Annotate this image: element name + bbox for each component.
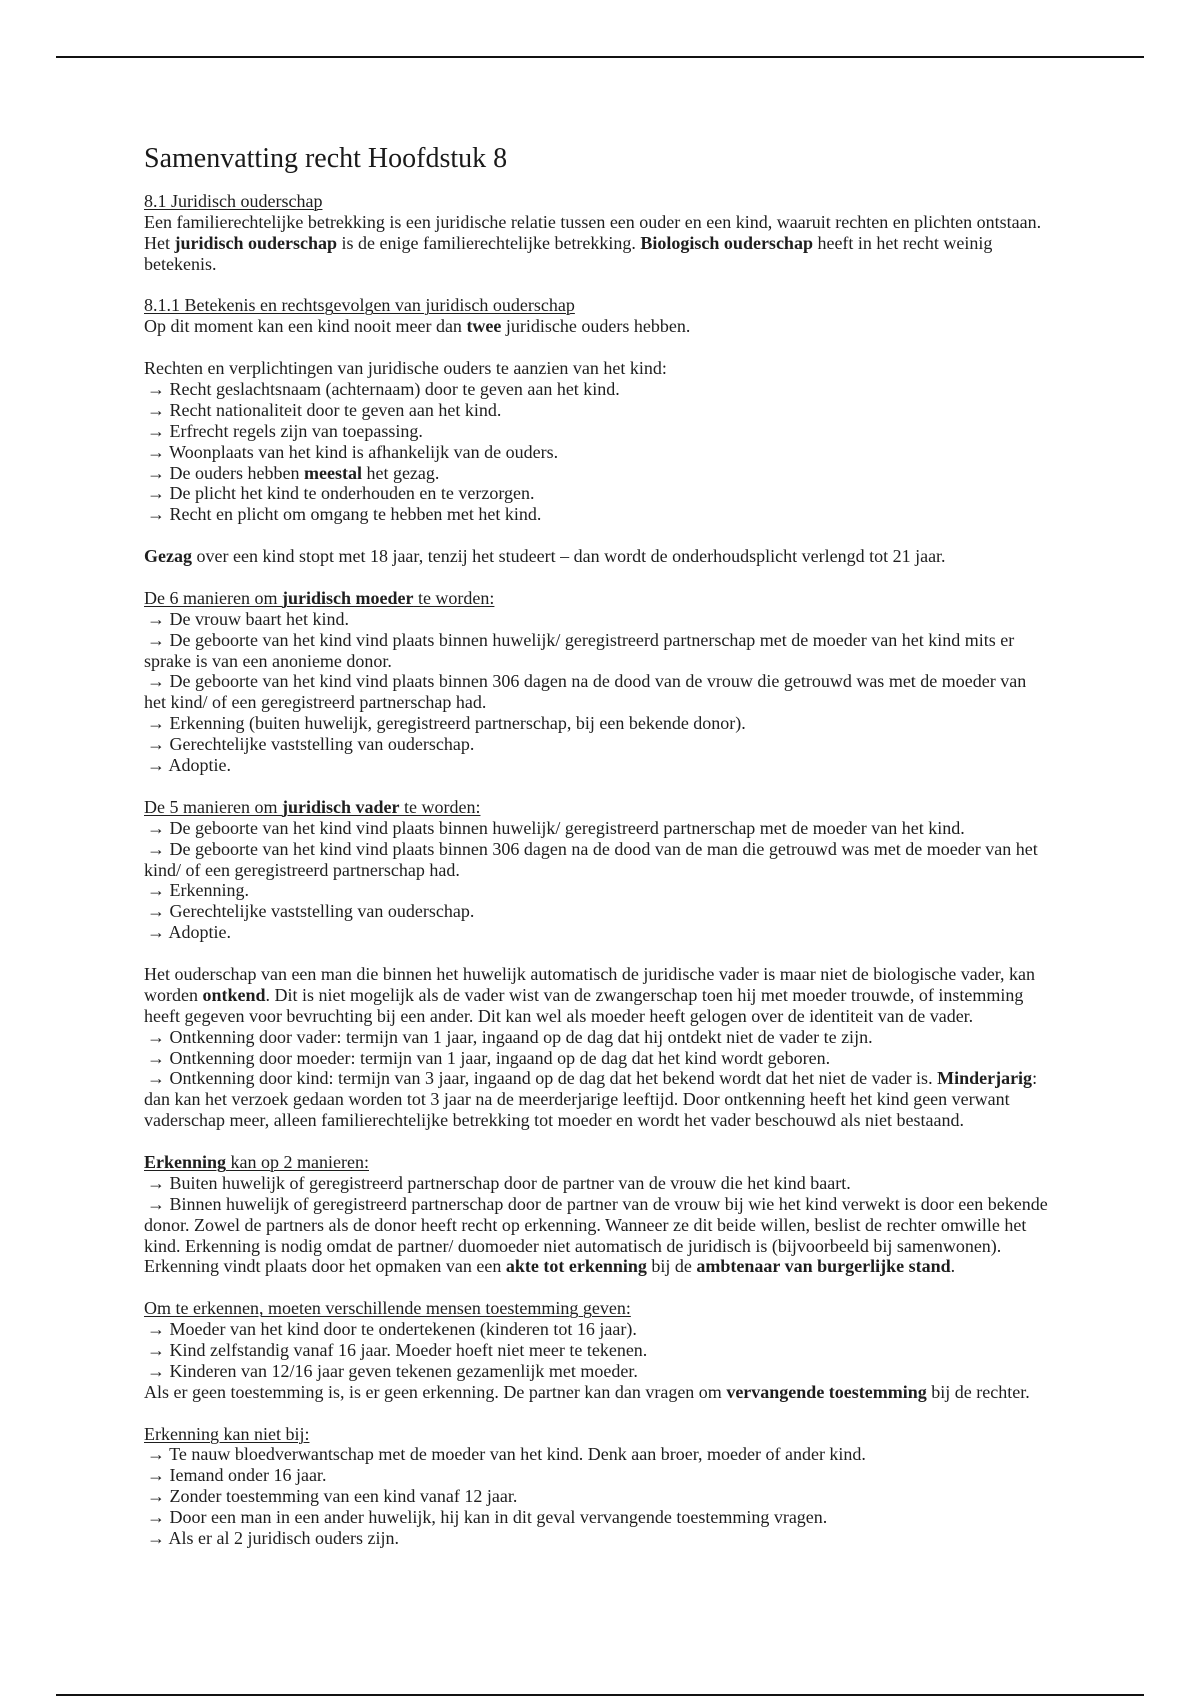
text-line (144, 546, 1144, 567)
text-segment: Moeder van het kind door te ondertekenen (kinderen tot 16 jaar). (165, 1319, 637, 1340)
text-segment: heeft gegeven voor bevruchting bij een ander. Dit kan wel als moeder heeft gelogen over de identiteit van de vader. (144, 1005, 974, 1026)
text-line (144, 839, 1144, 860)
text-line (144, 609, 1144, 630)
text-segment: De geboorte van het kind vind plaats binnen 306 dagen na de dood van de vrouw die getrouwd was met de moeder van (165, 671, 1027, 692)
text-line (144, 1068, 1144, 1089)
arrow-bullet-icon: → (147, 1360, 165, 1381)
section-heading (144, 797, 1144, 818)
text-line (144, 755, 1144, 776)
arrow-bullet-icon: → (147, 1528, 165, 1548)
arrow-bullet-icon: → (147, 1193, 165, 1214)
text-line (144, 400, 1144, 421)
text-segment: kind/ of een geregistreerd partnerschap had. (144, 859, 460, 880)
section-heading-text: Om te erkennen, moeten verschillende mensen toestemming geven: (144, 1298, 631, 1319)
text-line (144, 692, 1144, 713)
text-segment: het kind/ of een geregistreerd partnerschap had. (144, 692, 487, 713)
text-line (144, 421, 1144, 442)
text-line (144, 233, 1144, 254)
section-heading-text: 8.1.1 Betekenis en rechtsgevolgen van juridisch ouderschap (144, 295, 575, 316)
text-segment: Buiten huwelijk of geregistreerd partnerschap door de partner van de vrouw die het kind baart. (165, 1172, 851, 1193)
text-line (144, 1215, 1144, 1236)
document-title: Samenvatting recht Hoofdstuk 8 (144, 143, 508, 174)
text-segment: . (950, 1256, 956, 1277)
text-segment: worden (144, 984, 203, 1005)
text-segment: . Dit is niet mogelijk als de vader wist van de zwangerschap toen hij met moeder trouwde, of instemming (265, 984, 1024, 1005)
text-segment: De geboorte van het kind vind plaats binnen huwelijk/ geregistreerd partnerschap met de moeder van het kind mits er (165, 629, 1015, 650)
text-segment: betekenis. (144, 253, 217, 274)
bold-term: ontkend (202, 984, 266, 1005)
arrow-bullet-icon: → (147, 629, 165, 650)
text-line (144, 901, 1144, 922)
text-segment: Als er al 2 juridisch ouders zijn. (165, 1528, 399, 1548)
text-line (144, 442, 1144, 463)
text-segment: bij de (646, 1256, 697, 1277)
section-heading-text: te worden: (399, 796, 481, 817)
text-line (144, 1027, 1144, 1048)
text-line (144, 463, 1144, 484)
blank-line (144, 567, 1144, 588)
text-segment: Recht geslachtsnaam (achternaam) door te geven aan het kind. (165, 379, 620, 400)
bold-term: juridisch ouderschap (174, 232, 338, 253)
text-segment: Erfrecht regels zijn van toepassing. (165, 420, 423, 441)
text-segment: Erkenning vindt plaats door het opmaken van een (144, 1256, 506, 1277)
section-heading (144, 191, 1144, 212)
bold-term: twee (466, 316, 502, 337)
section-heading (144, 295, 1144, 316)
text-segment: Als er geen toestemming is, is er geen erkenning. De partner kan dan vragen om (144, 1381, 727, 1402)
section-heading-text: De 6 manieren om (144, 587, 282, 608)
arrow-bullet-icon: → (147, 504, 165, 525)
arrow-bullet-icon: → (147, 671, 165, 692)
text-line (144, 1048, 1144, 1069)
section-heading-text: Erkenning (144, 1151, 227, 1172)
arrow-bullet-icon: → (147, 713, 165, 734)
text-segment: sprake is van een anonieme donor. (144, 650, 392, 671)
arrow-bullet-icon: → (147, 817, 165, 838)
text-line (144, 1236, 1144, 1257)
arrow-bullet-icon: → (147, 399, 165, 420)
blank-line (144, 776, 1144, 797)
bottom-rule (56, 1694, 1144, 1696)
text-line (144, 880, 1144, 901)
text-line (144, 504, 1144, 525)
bold-term: Biologisch ouderschap (640, 232, 813, 253)
bold-term: Gezag (144, 546, 192, 567)
arrow-bullet-icon: → (147, 1486, 165, 1507)
arrow-bullet-icon: → (147, 1339, 165, 1360)
bold-term: ambtenaar van burgerlijke stand (696, 1256, 951, 1277)
text-segment: Recht en plicht om omgang te hebben met het kind. (165, 504, 542, 525)
text-segment: is de enige familierechtelijke betrekking. (337, 232, 641, 253)
text-segment: : (1032, 1068, 1038, 1089)
text-segment: Woonplaats van het kind is afhankelijk van de ouders. (165, 441, 559, 462)
blank-line (144, 275, 1144, 296)
text-line (144, 964, 1144, 985)
arrow-bullet-icon: → (147, 1172, 165, 1193)
text-segment: De geboorte van het kind vind plaats binnen 306 dagen na de dood van de man die getrouwd was met de moeder van het (165, 838, 1038, 859)
arrow-bullet-icon: → (147, 1319, 165, 1340)
text-segment: Rechten en verplichtingen van juridische ouders te aanzien van het kind: (144, 358, 667, 379)
arrow-bullet-icon: → (147, 379, 165, 400)
arrow-bullet-icon: → (147, 608, 165, 629)
text-segment: Gerechtelijke vaststelling van ouderschap. (165, 734, 475, 755)
arrow-bullet-icon: → (147, 1444, 165, 1465)
text-line (144, 1444, 1144, 1465)
text-segment: het gezag. (361, 462, 440, 483)
text-line (144, 860, 1144, 881)
bold-term: Minderjarig (937, 1068, 1033, 1089)
blank-line (144, 337, 1144, 358)
text-line (144, 1006, 1144, 1027)
text-segment: De vrouw baart het kind. (165, 608, 349, 629)
text-segment: Erkenning (buiten huwelijk, geregistreerd partnerschap, bij een bekende donor). (165, 713, 746, 734)
text-segment: Iemand onder 16 jaar. (165, 1465, 327, 1486)
text-line (144, 713, 1144, 734)
text-segment: heeft in het recht weinig (812, 232, 993, 253)
text-segment: Erkenning. (165, 880, 249, 901)
text-segment: bij de rechter. (926, 1381, 1030, 1402)
section-heading (144, 1298, 1144, 1319)
section-heading-text: juridisch vader (281, 796, 400, 817)
arrow-bullet-icon: → (147, 1068, 165, 1089)
text-segment: De geboorte van het kind vind plaats binnen huwelijk/ geregistreerd partnerschap met de moeder van het kind. (165, 817, 965, 838)
arrow-bullet-icon: → (147, 880, 165, 901)
document-body (144, 191, 1144, 1549)
text-line (144, 1110, 1144, 1131)
arrow-bullet-icon: → (147, 441, 165, 462)
section-heading-text: Erkenning kan niet bij: (144, 1423, 310, 1444)
text-line (144, 1340, 1144, 1361)
arrow-bullet-icon: → (147, 1465, 165, 1486)
arrow-bullet-icon: → (147, 922, 165, 943)
text-segment: Ontkenning door vader: termijn van 1 jaar, ingaand op de dag dat hij ontdekt niet de vader te zijn. (165, 1026, 873, 1047)
text-segment: Ontkenning door moeder: termijn van 1 jaar, ingaand op de dag dat het kind wordt geboren. (165, 1047, 831, 1068)
arrow-bullet-icon: → (147, 901, 165, 922)
text-line (144, 316, 1144, 337)
arrow-bullet-icon: → (147, 755, 165, 776)
text-segment: Het (144, 232, 175, 253)
text-segment: over een kind stopt met 18 jaar, tenzij het studeert – dan wordt de onderhoudsplicht verlengd tot 21 jaar. (191, 546, 946, 567)
text-line (144, 734, 1144, 755)
text-segment: Gerechtelijke vaststelling van ouderschap. (165, 901, 475, 922)
text-segment: kind. Erkenning is nodig omdat de partner/ duomoeder niet automatisch de juridisch is (bijvoorbeeld bij samenwonen). (144, 1235, 1002, 1256)
section-heading-text: De 5 manieren om (144, 796, 282, 817)
text-segment: De plicht het kind te onderhouden en te verzorgen. (165, 483, 535, 504)
section-heading-text: 8.1 Juridisch ouderschap (144, 191, 323, 211)
text-line (144, 818, 1144, 839)
text-segment: Recht nationaliteit door te geven aan het kind. (165, 399, 502, 420)
section-heading (144, 1424, 1144, 1445)
bold-term: akte tot erkenning (505, 1256, 647, 1277)
text-segment: Een familierechtelijke betrekking is een juridische relatie tussen een ouder en een kind, waaruit rechten en plichten ontstaan. (144, 211, 1042, 232)
text-line (144, 1173, 1144, 1194)
text-line (144, 483, 1144, 504)
section-heading-text: juridisch moeder (281, 587, 414, 608)
text-line (144, 254, 1144, 275)
arrow-bullet-icon: → (147, 1047, 165, 1068)
text-segment: Kind zelfstandig vanaf 16 jaar. Moeder hoeft niet meer te tekenen. (165, 1339, 648, 1360)
arrow-bullet-icon: → (147, 462, 165, 483)
text-line (144, 651, 1144, 672)
text-segment: donor. Zowel de partners als de donor heeft recht op erkenning. Wanneer ze dit beide willen, beslist de rechter omwille het (144, 1214, 1027, 1235)
text-segment: dan kan het verzoek gedaan worden tot 3 jaar na de meerderjarige leeftijd. Door ontkenning heeft het kind geen verwant (144, 1089, 1010, 1110)
text-segment: Zonder toestemming van een kind vanaf 12 jaar. (165, 1486, 518, 1507)
arrow-bullet-icon: → (147, 734, 165, 755)
text-line (144, 1319, 1144, 1340)
text-segment: Te nauw bloedverwantschap met de moeder van het kind. Denk aan broer, moeder of ander kind. (165, 1444, 866, 1465)
text-line (144, 1465, 1144, 1486)
text-line (144, 630, 1144, 651)
text-segment: Adoptie. (165, 755, 231, 776)
text-segment: Adoptie. (165, 922, 231, 943)
section-heading (144, 1152, 1144, 1173)
section-heading-text: te worden: (413, 587, 495, 608)
arrow-bullet-icon: → (147, 483, 165, 504)
text-segment: Binnen huwelijk of geregistreerd partnerschap door de partner van de vrouw bij wie het kind verwekt is door een bekende (165, 1193, 1048, 1214)
text-line (144, 1361, 1144, 1382)
bold-term: vervangende toestemming (726, 1381, 927, 1402)
arrow-bullet-icon: → (147, 838, 165, 859)
text-line (144, 1194, 1144, 1215)
text-line (144, 671, 1144, 692)
text-segment: Kinderen van 12/16 jaar geven tekenen gezamenlijk met moeder. (165, 1360, 638, 1381)
text-line (144, 1382, 1144, 1403)
arrow-bullet-icon: → (147, 420, 165, 441)
text-line (144, 1256, 1144, 1277)
text-line (144, 1528, 1144, 1549)
blank-line (144, 1277, 1144, 1298)
text-segment: vaderschap meer, alleen familierechtelijke betrekking tot moeder en wordt het vader beschouwd als niet bestaand. (144, 1110, 964, 1131)
text-line (144, 985, 1144, 1006)
text-line (144, 1089, 1144, 1110)
text-segment: Op dit moment kan een kind nooit meer dan (144, 316, 467, 337)
text-line (144, 379, 1144, 400)
blank-line (144, 943, 1144, 964)
text-segment: Door een man in een ander huwelijk, hij kan in dit geval vervangende toestemming vragen. (165, 1507, 828, 1528)
blank-line (144, 1131, 1144, 1152)
text-line (144, 358, 1144, 379)
text-segment: juridische ouders hebben. (501, 316, 691, 337)
blank-line (144, 1403, 1144, 1424)
section-heading (144, 588, 1144, 609)
text-segment: Het ouderschap van een man die binnen het huwelijk automatisch de juridische vader is maar niet de biologische vader, kan (144, 963, 1035, 984)
text-line (144, 922, 1144, 943)
text-line (144, 212, 1144, 233)
top-rule (56, 56, 1144, 58)
section-heading-text: kan op 2 manieren: (226, 1151, 369, 1172)
text-segment: De ouders hebben (165, 462, 304, 483)
blank-line (144, 525, 1144, 546)
arrow-bullet-icon: → (147, 1507, 165, 1528)
bold-term: meestal (303, 462, 362, 483)
text-line (144, 1486, 1144, 1507)
text-segment: Ontkenning door kind: termijn van 3 jaar, ingaand op de dag dat het bekend wordt dat het niet de vader is. (165, 1068, 938, 1089)
text-line (144, 1507, 1144, 1528)
arrow-bullet-icon: → (147, 1026, 165, 1047)
